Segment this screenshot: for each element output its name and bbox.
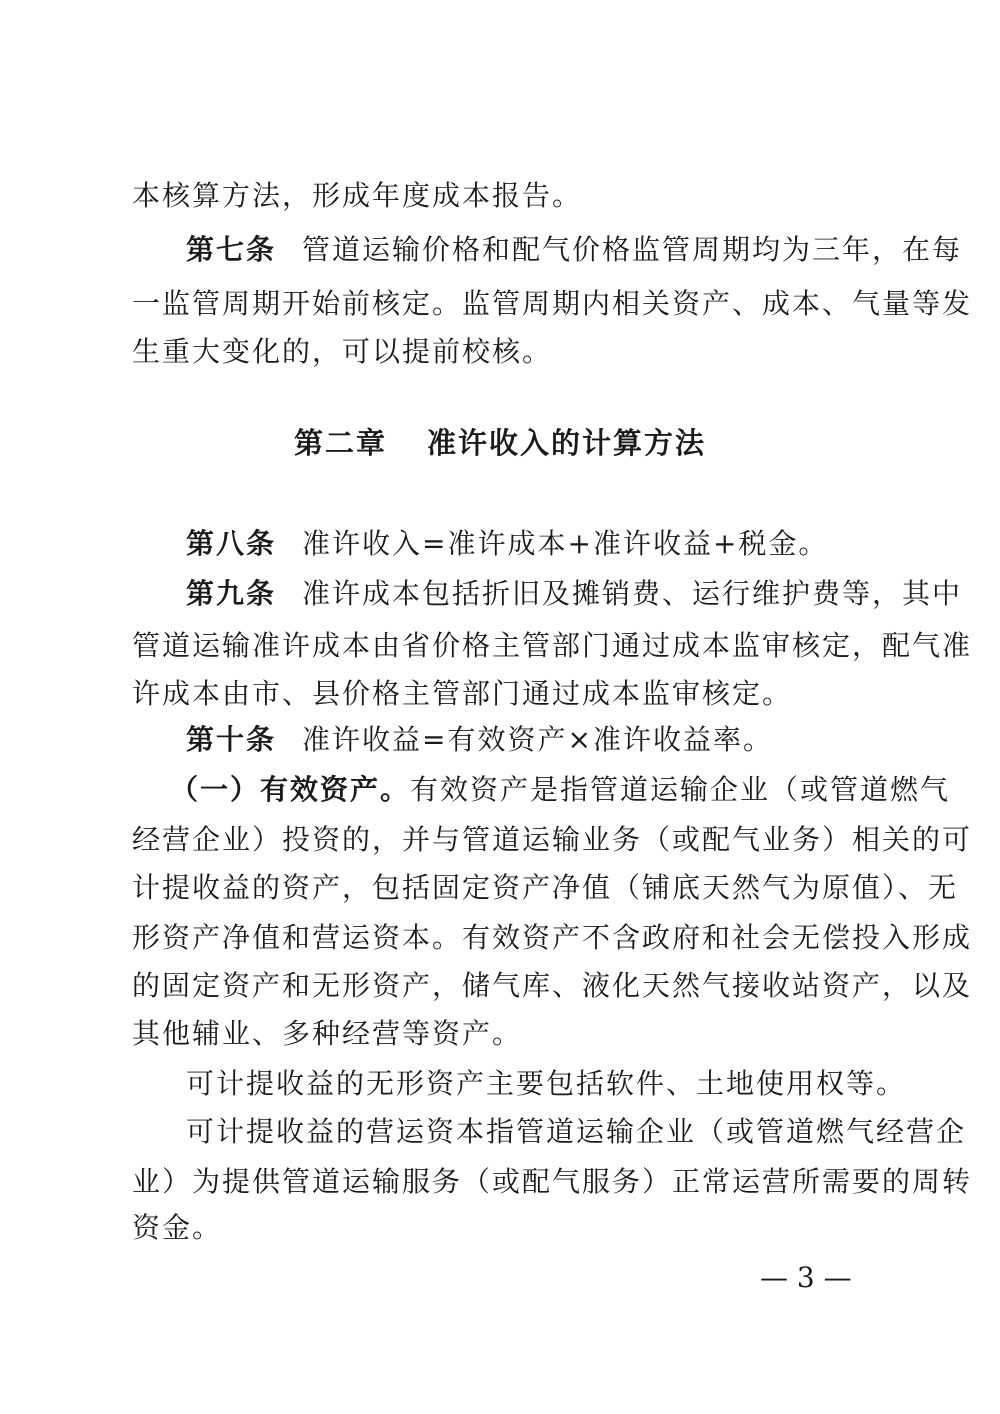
chapter-title: 准许收入的计算方法	[427, 426, 707, 460]
item-1-line-3: 计提收益的资产，包括固定资产净值（铺底天然气为原值）、无	[132, 871, 959, 904]
item-1-line-5: 的固定资产和无形资产，储气库、液化天然气接收站资产，以及	[132, 969, 973, 1002]
article-9-line-2: 管道运输准许成本由省价格主管部门通过成本监审核定，配气准	[132, 629, 973, 662]
article-7-line-1	[186, 230, 963, 270]
article-9-text: 准许成本包括折旧及摊销费、运行维护费等，其中	[302, 577, 963, 610]
article-8-line-1	[186, 524, 872, 564]
article-9-label: 第九条	[186, 577, 277, 610]
chapter-number: 第二章	[293, 426, 387, 460]
item-1-line-2: 经营企业）投资的，并与管道运输业务（或配气业务）相关的可	[132, 823, 973, 856]
article-7-line-2: 一监管周期开始前核定。监管周期内相关资产、成本、气量等发	[132, 287, 973, 320]
text-line: 本核算方法，形成年度成本报告。	[132, 179, 583, 212]
item-1-line-6: 其他辅业、多种经营等资产。	[132, 1017, 523, 1050]
chapter-heading	[0, 420, 1000, 466]
article-9-line-1	[186, 574, 963, 614]
article-7-text: 管道运输价格和配气价格监管周期均为三年，在每	[302, 233, 963, 266]
article-10-line-1	[186, 720, 872, 760]
paragraph-working-line-2: 业）为提供管道运输服务（或配气服务）正常运营所需要的周转	[132, 1165, 973, 1198]
item-1-line-4: 形资产净值和营运资本。有效资产不含政府和社会无偿投入形成	[132, 921, 973, 954]
paragraph-intangible: 可计提收益的无形资产主要包括软件、土地使用权等。	[186, 1067, 907, 1100]
page-number: — 3 —	[760, 1261, 852, 1294]
item-1-label: （一）有效资产。	[170, 773, 411, 806]
paragraph-working-line-3: 资金。	[132, 1211, 223, 1244]
article-7-label: 第七条	[186, 233, 277, 266]
article-10-text: 准许收益=有效资产×准许收益率。	[302, 723, 773, 756]
item-1-text: 有效资产是指管道运输企业（或管道燃气	[410, 773, 951, 806]
item-1-line-1	[170, 770, 951, 810]
article-8-text: 准许收入=准许成本+准许收益+税金。	[302, 527, 829, 560]
article-8-label: 第八条	[186, 527, 277, 560]
article-7-line-3: 生重大变化的，可以提前校核。	[132, 335, 553, 368]
article-9-line-3: 许成本由市、县价格主管部门通过成本监审核定。	[132, 677, 793, 710]
article-10-label: 第十条	[186, 723, 277, 756]
paragraph-working-line-1: 可计提收益的营运资本指管道运输企业（或管道燃气经营企	[186, 1115, 967, 1148]
